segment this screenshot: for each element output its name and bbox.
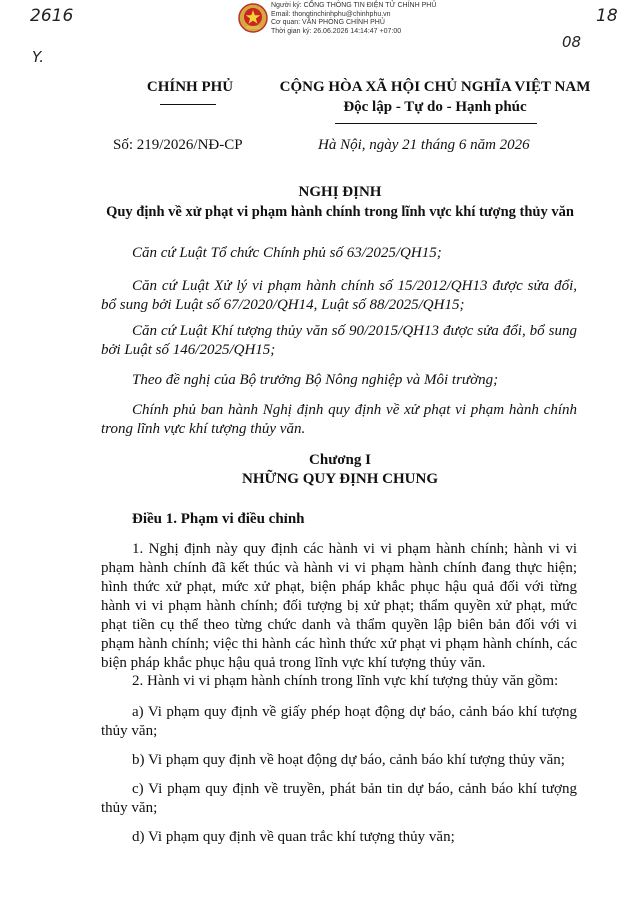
article-paragraph: a) Vi phạm quy định về giấy phép hoạt động dự báo, cảnh báo khí tượng thủy văn; [101, 704, 577, 739]
article-heading: Điều 1. Phạm vi điều chỉnh [132, 511, 305, 527]
handwritten-note: 08 [562, 33, 582, 51]
signature-time: Thời gian ký: 26.06.2026 14:14:47 +07:00 [271, 27, 402, 35]
chapter-name: NHỮNG QUY ĐỊNH CHUNG [242, 471, 438, 487]
article-paragraph: b) Vi phạm quy định về hoạt động dự báo, cảnh báo khí tượng thủy văn; [132, 752, 565, 768]
signature-agency: Cơ quan: VĂN PHÒNG CHÍNH PHỦ [271, 19, 385, 26]
preamble-line: Căn cứ Luật Tổ chức Chính phủ số 63/2025/QH15; [132, 245, 442, 261]
digital-signature-info [271, 2, 436, 36]
article-paragraph: d) Vi phạm quy định về quan trắc khí tượng thủy văn; [132, 829, 455, 845]
handwritten-page-number: 18 [596, 6, 618, 26]
handwritten-mark: Y. [32, 48, 44, 66]
chapter-number: Chương I [309, 452, 371, 468]
article-paragraph: c) Vi phạm quy định về truyền, phát bản tin dự báo, cảnh báo khí tượng thủy văn; [101, 781, 577, 816]
article-paragraph: 2. Hành vi vi phạm hành chính trong lĩnh vực khí tượng thủy văn gồm: [132, 673, 559, 689]
document-type: NGHỊ ĐỊNH [298, 184, 382, 200]
signature-signer: Người ký: CỔNG THÔNG TIN ĐIỆN TỬ CHÍNH PHỦ [271, 2, 437, 9]
national-motto: Độc lập - Tự do - Hạnh phúc [343, 99, 527, 115]
preamble-line: Căn cứ Luật Xử lý vi phạm hành chính số 15/2012/QH13 được sửa đổi, bổ sung bởi Luật số 67/2020/QH14, Luật số 88/2025/QH15; [101, 278, 577, 313]
signature-email: Email: thongtinchinhphu@chinhphu.vn [271, 10, 391, 18]
preamble-line: Theo đề nghị của Bộ trưởng Bộ Nông nghiệp và Môi trường; [132, 372, 499, 388]
issuer-name: CHÍNH PHỦ [146, 79, 234, 95]
document-subject: Quy định về xử phạt vi phạm hành chính trong lĩnh vực khí tượng thủy văn [106, 204, 574, 220]
national-title: CỘNG HÒA XÃ HỘI CHỦ NGHĨA VIỆT NAM [279, 79, 591, 95]
handwritten-number: 2616 [30, 6, 74, 26]
national-emblem-icon [238, 3, 268, 33]
preamble-line: Căn cứ Luật Khí tượng thủy văn số 90/2015/QH13 được sửa đổi, bổ sung bởi Luật số 146/2025/QH15; [101, 323, 577, 358]
document-number: Số: 219/2026/NĐ-CP [113, 137, 243, 153]
article-paragraph: 1. Nghị định này quy định các hành vi vi phạm hành chính; hành vi vi phạm hành chính đã kết thúc và hành vi vi phạm hành chính đang thực hiện; hình thức xử phạt, mức xử phạt, biện pháp khắc phục hậu quả đối với từng hành vi vi phạm hành chính; đối tượng bị xử phạt; thẩm quyền xử phạt, mức phạt tiền cụ thể theo từng chức danh và thẩm quyền lập biên bản đối với vi phạm hành chính; việc thi hành các hình thức xử phạt vi phạm hành chính, các biện pháp khắc phục hậu quả trong lĩnh vực khí tượng thủy văn. [101, 541, 577, 671]
place-date: Hà Nội, ngày 21 tháng 6 năm 2026 [318, 137, 530, 153]
issuer-underline [160, 104, 216, 105]
preamble-line: Chính phủ ban hành Nghị định quy định về xử phạt vi phạm hành chính trong lĩnh vực khí tượng thủy văn. [101, 402, 577, 437]
motto-underline [335, 123, 537, 124]
